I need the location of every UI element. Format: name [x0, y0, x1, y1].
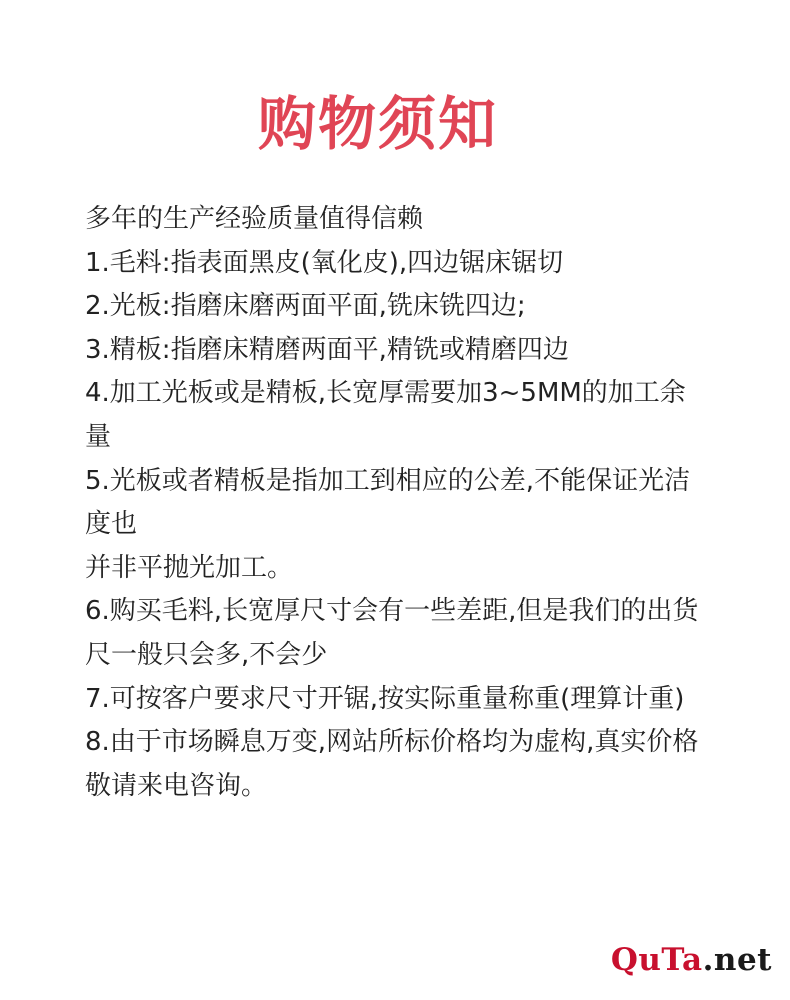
watermark-brand: QuTa — [610, 942, 703, 978]
page-title: 购物须知 — [257, 90, 498, 158]
site-watermark — [611, 940, 772, 980]
notice-item-5: 5.光板或者精板是指加工到相应的公差,不能保证光洁度也 — [85, 465, 691, 540]
notice-intro: 多年的生产经验质量值得信赖 — [85, 204, 424, 234]
notice-item-8: 8.由于市场瞬息万变,网站所标价格均为虚构,真实价格敬请来电咨询。 — [85, 727, 699, 801]
watermark-tld: .net — [702, 942, 772, 978]
notice-item-7: 7.可按客户要求尺寸开锯,按实际重量称重(理算计重) — [85, 683, 685, 714]
notice-list — [85, 198, 710, 808]
notice-item-5-continued: 并非平抛光加工。 — [85, 552, 294, 583]
notice-item-4: 4.加工光板或是精板,长宽厚需要加3~5MM的加工余量 — [85, 378, 686, 452]
notice-item-6: 6.购买毛料,长宽厚尺寸会有一些差距,但是我们的出货尺一般只会多,不会少 — [85, 596, 699, 670]
notice-item-3: 3.精板:指磨床精磨两面平,精铣或精磨四边 — [85, 334, 569, 365]
notice-item-1: 1.毛料:指表面黑皮(氧化皮),四边锯床锯切 — [85, 247, 564, 278]
notice-item-2: 2.光板:指磨床磨两面平面,铣床铣四边; — [85, 291, 526, 322]
